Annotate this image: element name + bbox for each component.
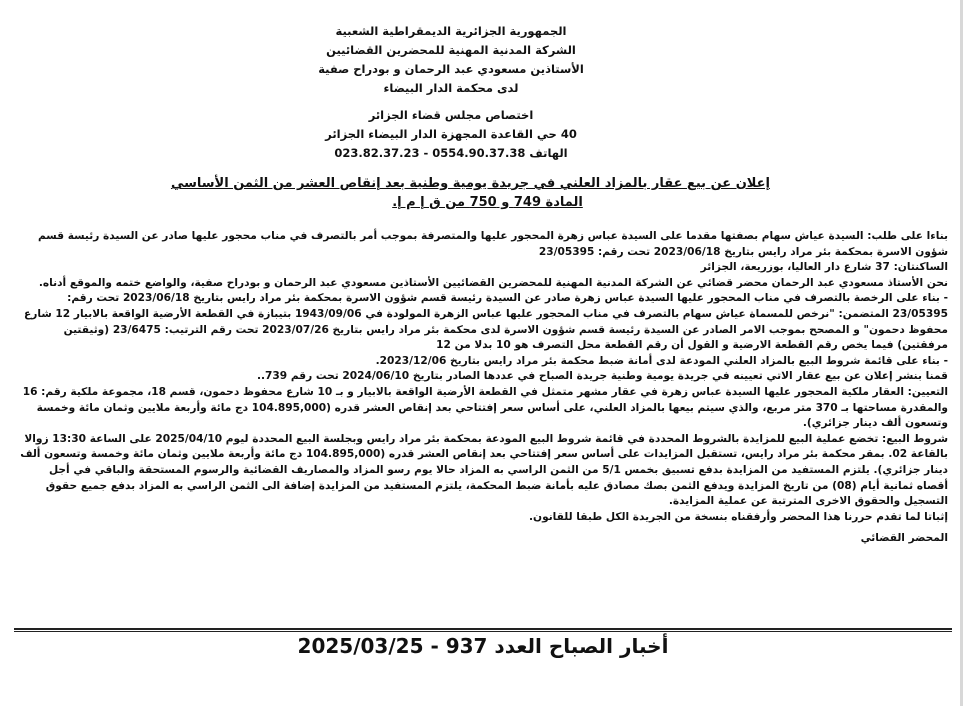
body-paragraph: قمنا بنشر إعلان عن بيع عقار الاتي تعيينه في جريدة يومية وطنية جريدة الصباح في عددها الصادر بتاريخ 2024/06/10 تحت رقم 739.. — [256, 370, 948, 383]
letterhead-line: الجمهورية الجزائرية الديمقراطية الشعبية — [335, 24, 567, 38]
body-paragraph: التعيين: العقار ملكية المحجور عليها السيدة عباس زهرة في عقار مشهر متمثل في القطعة الأرضية الواقعة بالابيار و بـ 10 شارع محفوظ دحمون، قسم 18، مجموعة ملكية رقم: 16 والمقدرة مساحتها بـ 370 متر مربع، والذي سيتم بيعها بالمزاد العلني، على أساس سعر إفتتاحي بعد إنقاص العشر قدره (104.895,000 دج مائة وأربعة ملايين وثمان مائة وخمسة وتسعون ألف دينار جزائري). — [22, 385, 948, 430]
letterhead-line: الشركة المدنية المهنية للمحضرين القضائيين — [326, 43, 576, 57]
body-paragraph: إثباتا لما تقدم حررنا هذا المحضر وأرفقناه بنسخة من الجريدة الكل طبقا للقانون. — [529, 510, 948, 523]
letterhead — [300, 22, 602, 163]
body-paragraph: نحن الأستاذ مسعودي عبد الرحمان محضر قضائي عن الشركة المدنية المهنية للمحضرين القضائيين الأستاذين مسعودي عبد الرحمان و بودراح صفية، والواضع ختمه والموقع أدناه. — [38, 276, 948, 289]
letterhead-spacer — [300, 98, 602, 106]
body-paragraph: - بناء على قائمة شروط البيع بالمزاد العلني المودعة لدى أمانة ضبط محكمة بئر مراد رايس بتاريخ 2023/12/06. — [375, 354, 948, 367]
signature-label: المحضر القضائي — [860, 532, 948, 545]
article-reference: المادة 749 و 750 من ق إ م إ. — [392, 195, 583, 210]
letterhead-line: 40 حي القاعدة المجهزة الدار البيضاء الجزائر — [325, 127, 577, 141]
footer-divider — [14, 628, 952, 630]
letterhead-line: الأستاذين مسعودي عبد الرحمان و بودراح صفية — [318, 62, 584, 76]
letterhead-line: الهاتف 0554.90.37.38 - 023.82.37.23 — [334, 146, 568, 160]
notice-body — [18, 229, 948, 547]
newspaper-issue-footer: أخبار الصباح العدد 937 - 2025/03/25 — [297, 634, 669, 658]
notice-title — [170, 174, 770, 212]
letterhead-line: اختصاص مجلس قضاء الجزائر — [368, 108, 534, 122]
title-line: إعلان عن بيع عقار بالمزاد العلني في جريدة يومية وطنية بعد إنقاص العشر من الثمن الأساسي — [170, 176, 770, 191]
body-paragraph: شروط البيع: تخضع عملية البيع للمزايدة بالشروط المحددة في قائمة شروط البيع المودعة بمحكمة بئر مراد رايس وبجلسة البيع المحددة ليوم 2025/04/10 على الساعة 13:30 زوالا بالقاعة 02. بمقر محكمة بئر مراد رايس، تستقبل المزايدات على أساس سعر إفتتاحي بعد إنقاص العشر قدره (104.895,000 دج مائة وأربعة ملايين وثمان مائة وخمسة وتسعون ألف دينار جزائري). يلتزم المستفيد من المزايدة بدفع تسبيق بخمس 5/1 من الثمن الراسي به المزاد حالا يوم رسو المزاد والمصاريف القضائية والرسوم المستحقة والباقي في أجل أقصاه ثمانية أيام (08) من تاريخ المزايدة ويدفع الثمن بصك مصادق عليه بأمانة ضبط المحكمة، يلتزم المستفيد من المزايدة إضافة الى الثمن الراسي به المزاد بدفع جميع حقوق التسجيل والحقوق الاخرى المترتبة عن عملية المزايدة. — [20, 432, 948, 508]
body-paragraph: - بناء على الرخصة بالتصرف في مناب المحجور عليها السيدة عباس زهرة صادر عن السيدة رئيسة قسم شؤون الاسرة بمحكمة بئر مراد رايس بتاريخ 2023/06/18 تحت رقم: 23/05395 المتضمن: "نرخص للمسماة عياش سهام بالتصرف في مناب المحجور عليها عباس الزهرة المولودة في 1943/09/06 بتيبازة في القطعة الأرضية الواقعة بالابيار 12 شارع محفوظ دحمون" و المصحح بموجب الامر الصادر عن السيدة رئيسة قسم شؤون الاسرة لدى محكمة بئر مراد رايس بتاريخ 2023/07/26 تحت رقم الترتيب: 23/6475 (وثيقتين مرفقتين) فيما يخص رقم القطعة الارضية و القول أن رقم القطعة محل التصرف هو 10 بدلا من 12 — [24, 292, 948, 352]
body-paragraph: بناءا على طلب: السيدة عياش سهام بصفتها مقدما على السيدة عباس زهرة المحجور عليها والمتصرفة بموجب أمر بالتصرف في مناب محجور عليها صادر عن السيدة رئيسة قسم شؤون الاسرة بمحكمة بئر مراد رايس بتاريخ 2023/06/18 تحت رقم: 23/05395 — [38, 230, 948, 258]
body-paragraph: الساكنتان: 37 شارع دار العاليا، بوزريعة، الجزائر — [700, 261, 948, 274]
footer-divider-thin — [14, 631, 952, 632]
letterhead-line: لدى محكمة الدار البيضاء — [383, 81, 519, 95]
